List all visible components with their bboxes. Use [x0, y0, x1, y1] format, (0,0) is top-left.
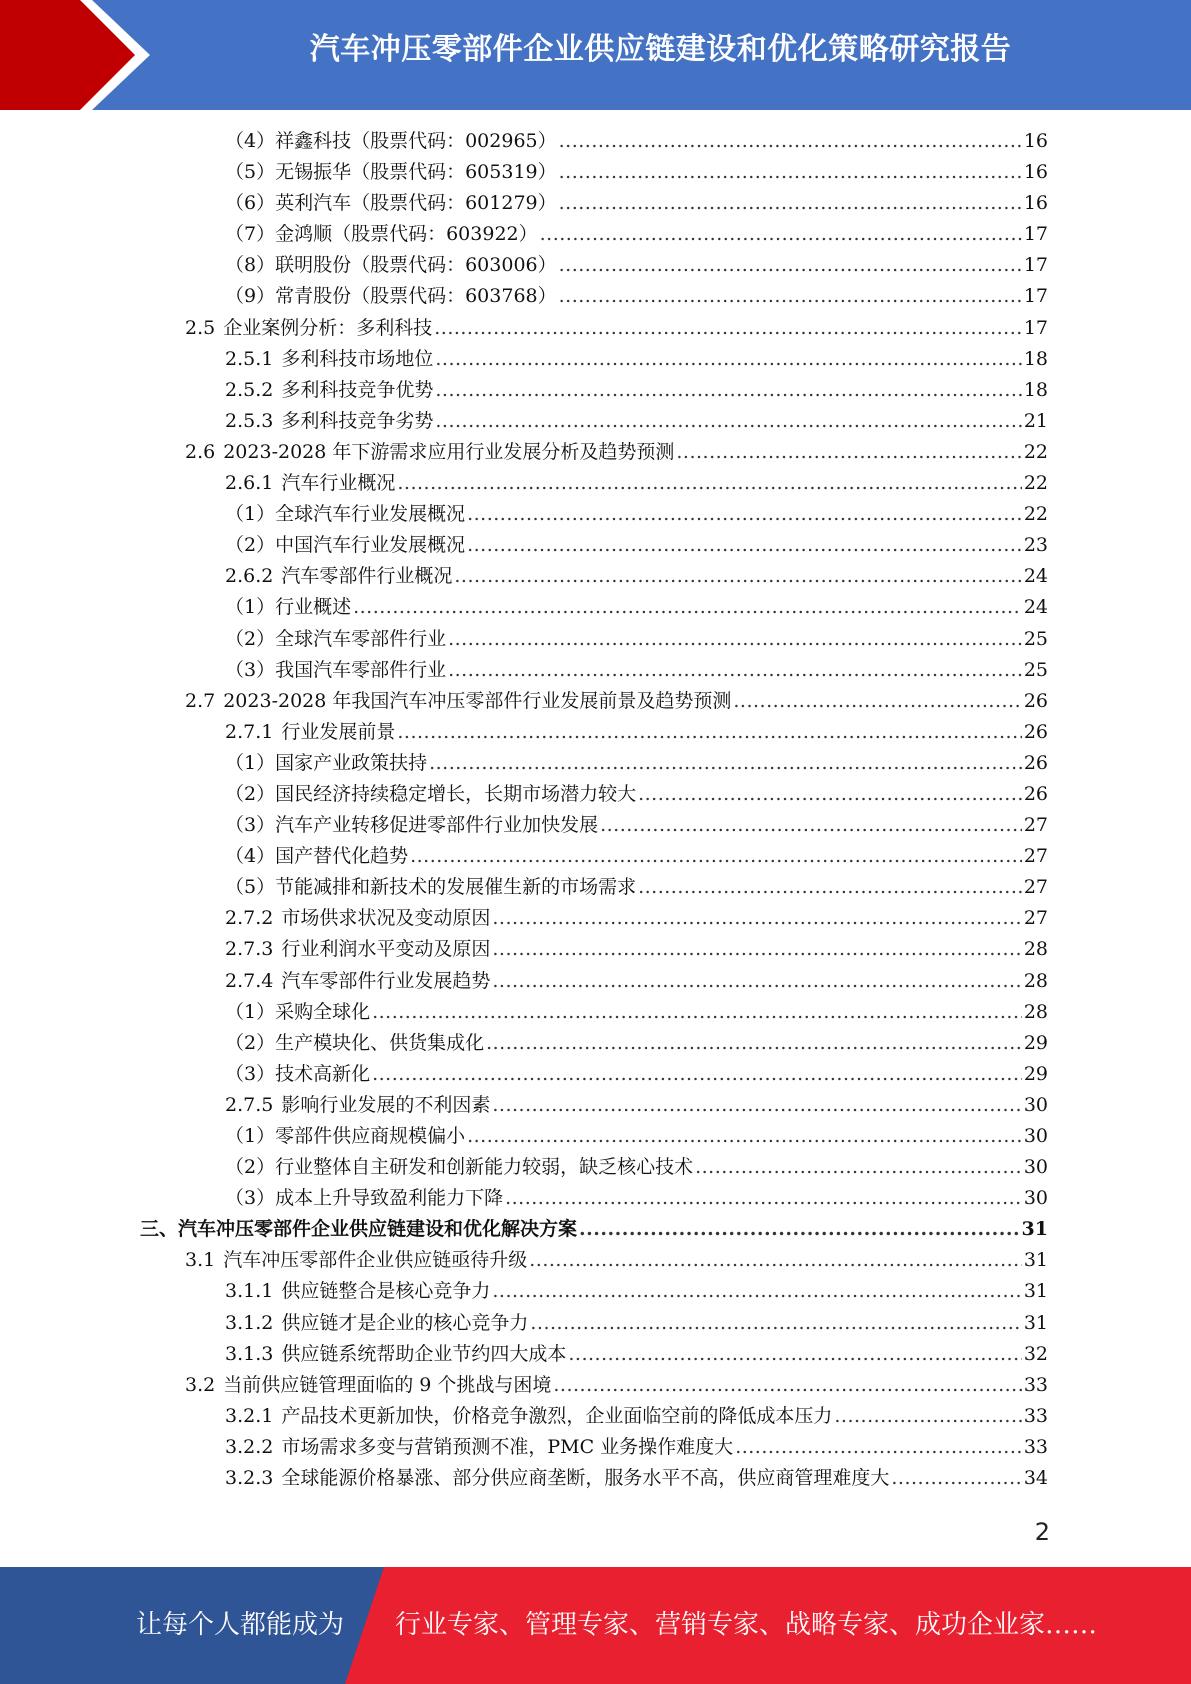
toc-entry-page: 16: [1023, 130, 1048, 152]
toc-entry-title: 多利科技市场地位: [281, 347, 434, 370]
toc-entry-label: [225, 717, 395, 744]
toc-entry-title: 汽车冲压零部件企业供应链亟待升级: [223, 1249, 528, 1272]
toc-entry-title: （2）中国汽车行业发展概况: [225, 534, 466, 557]
toc-entry-page: 26: [1023, 751, 1048, 774]
toc-leader-dots: [454, 565, 1021, 587]
toc-entry-title: （2）生产模块化、供货集成化: [225, 1031, 485, 1054]
toc-entry-label: [140, 1214, 577, 1241]
toc-entry[interactable]: [140, 1308, 1048, 1339]
toc-entry[interactable]: [140, 530, 1048, 561]
toc-entry-number: 3.2.2: [225, 1435, 274, 1458]
toc-leader-dots: [435, 379, 1021, 401]
toc-entry-title: 2023-2028 年下游需求应用行业发展分析及趋势预测: [223, 440, 675, 463]
toc-entry-page: 29: [1023, 1031, 1048, 1054]
toc-entry-page: 28: [1023, 1000, 1048, 1023]
toc-entry-number: 2.7.4: [225, 969, 274, 992]
toc-entry-number: 2.5.2: [225, 378, 274, 401]
toc-entry[interactable]: [140, 592, 1048, 623]
toc-entry[interactable]: [140, 841, 1048, 872]
toc-entry-page: 22: [1023, 503, 1048, 526]
toc-entry-page: 16: [1023, 192, 1048, 215]
toc-entry-label: [225, 281, 557, 308]
toc-entry-page: 17: [1023, 316, 1048, 339]
toc-entry-number: 2.6.1: [225, 472, 274, 495]
toc-entry[interactable]: [140, 1245, 1048, 1276]
toc-entry-number: 2.7: [185, 689, 216, 712]
toc-entry-label: [225, 1028, 484, 1055]
toc-leader-dots: [559, 161, 1022, 183]
toc-entry-label: [225, 344, 433, 371]
toc-leader-dots: [492, 907, 1021, 929]
footer-slogan-right: 行业专家、管理专家、营销专家、战略专家、成功企业家……: [395, 1610, 1098, 1640]
toc-entry-number: 3.1.1: [225, 1280, 274, 1303]
toc-leader-dots: [486, 1032, 1022, 1054]
toc-entry-page: 27: [1023, 876, 1048, 899]
toc-entry-page: 18: [1023, 378, 1048, 401]
toc-entry-title: （1）采购全球化: [225, 1000, 371, 1023]
toc-entry-label: [225, 1090, 490, 1117]
toc-entry-title: （3）我国汽车零部件行业: [225, 658, 447, 681]
toc-entry-page: 27: [1023, 814, 1048, 837]
toc-entry-label: [225, 1059, 370, 1086]
toc-entry-title: 产品技术更新加快，价格竞争激烈，企业面临空前的降低成本压力: [281, 1404, 833, 1427]
toc-entry-label: [225, 157, 557, 184]
toc-entry-page: 23: [1023, 534, 1048, 557]
toc-leader-dots: [559, 285, 1022, 307]
toc-entry[interactable]: [140, 1028, 1048, 1059]
toc-entry-page: 30: [1023, 1125, 1048, 1147]
toc-entry[interactable]: [140, 406, 1048, 437]
toc-leader-dots: [834, 1405, 1021, 1427]
toc-entry-number: 3.2.3: [225, 1467, 274, 1490]
toc-entry-title: （3）汽车产业转移促进零部件行业加快发展: [225, 814, 599, 837]
toc-entry-page: 17: [1023, 223, 1048, 246]
toc-entry-page: 33: [1023, 1435, 1048, 1458]
toc-entry[interactable]: [140, 779, 1048, 810]
toc-entry-label: [225, 406, 433, 433]
toc-entry[interactable]: [140, 810, 1048, 841]
toc-entry[interactable]: [140, 966, 1048, 997]
toc-entry-label: [225, 1463, 889, 1490]
toc-entry[interactable]: [140, 655, 1048, 686]
toc-entry[interactable]: [140, 126, 1048, 157]
toc-entry-page: 24: [1023, 596, 1048, 619]
toc-entry-title: （7）金鸿顺（股票代码：603922）: [225, 223, 538, 246]
toc-entry-title: （9）常青股份（股票代码：603768）: [225, 285, 557, 308]
toc-entry-page: 30: [1023, 1187, 1048, 1210]
toc-entry-title: （2）全球汽车零部件行业: [225, 627, 447, 650]
toc-entry-label: [225, 966, 490, 993]
toc-entry-page: 31: [1023, 1280, 1048, 1303]
toc-leader-dots: [448, 628, 1022, 650]
toc-entry-title: 行业利润水平变动及原因: [281, 938, 491, 961]
toc-entry-title: （2）国民经济持续稳定增长，长期市场潜力较大: [225, 782, 637, 805]
page-number: 2: [1034, 1518, 1050, 1546]
toc-leader-dots: [568, 1343, 1021, 1365]
toc-entry[interactable]: [140, 375, 1048, 406]
toc-entry[interactable]: [140, 561, 1048, 592]
toc-entry-title: （1）零部件供应商规模偏小: [225, 1125, 466, 1147]
toc-leader-dots: [579, 1218, 1020, 1240]
toc-entry[interactable]: [140, 1059, 1048, 1090]
toc-entry[interactable]: [140, 997, 1048, 1028]
footer-slogan-left: 让每个人都能成为: [135, 1610, 344, 1640]
toc-leader-dots: [530, 1312, 1021, 1334]
toc-entry-title: 三、汽车冲压零部件企业供应链建设和优化解决方案: [140, 1218, 578, 1241]
toc-entry-label: [225, 779, 636, 806]
toc-entry-label: [225, 1152, 693, 1179]
toc-entry-title: （6）英利汽车（股票代码：601279）: [225, 192, 557, 215]
toc-entry[interactable]: [140, 872, 1048, 903]
report-title: 汽车冲压零部件企业供应链建设和优化策略研究报告: [309, 32, 1012, 67]
toc-entry-page: 28: [1023, 969, 1048, 992]
toc-leader-dots: [600, 814, 1022, 836]
toc-entry-page: 34: [1023, 1467, 1048, 1490]
toc-entry-label: [225, 748, 427, 775]
toc-entry-page: 33: [1023, 1373, 1048, 1396]
toc-entry-page: 22: [1023, 472, 1048, 495]
page-header: [0, 0, 1191, 110]
toc-leader-dots: [492, 938, 1021, 960]
toc-entry-number: 2.5.1: [225, 347, 274, 370]
toc-leader-dots: [397, 472, 1021, 494]
toc-entry-label: [225, 219, 538, 246]
toc-entry-label: [225, 499, 465, 526]
toc-entry-label: [225, 126, 557, 153]
toc-entry-number: 3.1: [185, 1249, 216, 1272]
toc-entry-title: 汽车零部件行业发展趋势: [281, 969, 491, 992]
toc-entry-page: 18: [1023, 347, 1048, 370]
toc-leader-dots: [397, 721, 1021, 743]
toc-entry-title: （4）国产替代化趋势: [225, 845, 409, 868]
header-chevron-decoration: [0, 0, 150, 110]
toc-entry-page: 26: [1023, 720, 1048, 743]
toc-entry[interactable]: [140, 1432, 1048, 1463]
toc-entry-number: 2.5.3: [225, 409, 274, 432]
toc-entry-title: （1）国家产业政策扶持: [225, 751, 428, 774]
toc-entry-page: 22: [1023, 440, 1048, 463]
toc-entry[interactable]: [140, 1214, 1048, 1245]
toc-entry-page: 17: [1023, 285, 1048, 308]
toc-entry-page: 27: [1023, 845, 1048, 868]
toc-entry[interactable]: [140, 499, 1048, 530]
toc-entry[interactable]: [140, 686, 1048, 717]
toc-entry-label: [225, 1401, 832, 1428]
toc-leader-dots: [676, 441, 1021, 463]
page-footer: [0, 1567, 1191, 1684]
toc-entry-page: 30: [1023, 1093, 1048, 1116]
toc-entry-label: [225, 1183, 503, 1210]
toc-entry-number: 2.7.1: [225, 720, 274, 743]
toc-entry-label: [185, 1245, 527, 1272]
toc-entry-page: 21: [1023, 409, 1048, 432]
toc-entry-page: 30: [1023, 1156, 1048, 1179]
toc-entry-title: 企业案例分析：多利科技: [223, 316, 433, 339]
toc-entry-label: [185, 437, 674, 464]
toc-leader-dots: [505, 1187, 1022, 1209]
toc-entry-title: （8）联明股份（股票代码：603006）: [225, 254, 557, 277]
toc-entry-label: [225, 1339, 566, 1366]
toc-entry-page: 16: [1023, 161, 1048, 184]
toc-leader-dots: [529, 1249, 1022, 1271]
toc-entry-title: 影响行业发展的不利因素: [281, 1093, 491, 1116]
toc-entry[interactable]: [140, 1276, 1048, 1307]
toc-entry[interactable]: [140, 281, 1048, 312]
toc-entry-title: 全球能源价格暴涨、部分供应商垄断，服务水平不高，供应商管理难度大: [281, 1467, 890, 1490]
toc-entry-number: 2.6: [185, 440, 216, 463]
toc-entry[interactable]: [140, 250, 1048, 281]
toc-entry-number: 2.6.2: [225, 565, 274, 588]
toc-entry-label: [225, 810, 598, 837]
toc-leader-dots: [492, 970, 1021, 992]
toc-entry[interactable]: [140, 748, 1048, 779]
toc-entry-title: （4）祥鑫科技（股票代码：002965）: [225, 130, 557, 152]
toc-entry-label: [225, 375, 433, 402]
toc-leader-dots: [435, 410, 1021, 432]
toc-entry-label: [225, 655, 446, 682]
toc-entry-title: 供应链系统帮助企业节约四大成本: [281, 1342, 567, 1365]
toc-entry-page: 31: [1023, 1249, 1048, 1272]
toc-entry[interactable]: [140, 717, 1048, 748]
toc-entry-page: 28: [1023, 938, 1048, 961]
toc-entry-label: [185, 313, 432, 340]
toc-entry-label: [225, 592, 351, 619]
toc-entry-page: 24: [1023, 565, 1048, 588]
toc-entry-label: [225, 903, 490, 930]
toc-entry[interactable]: [140, 934, 1048, 965]
toc-entry-number: 2.5: [185, 316, 216, 339]
toc-leader-dots: [559, 192, 1022, 214]
toc-entry-label: [225, 1276, 490, 1303]
toc-entry[interactable]: [140, 188, 1048, 219]
toc-entry-label: [185, 686, 731, 713]
toc-entry-page: 31: [1023, 1311, 1048, 1334]
toc-leader-dots: [434, 317, 1022, 339]
toc-leader-dots: [372, 1001, 1022, 1023]
toc-entry-number: 3.1.3: [225, 1342, 274, 1365]
toc-entry-number: 2.7.5: [225, 1093, 274, 1116]
toc-entry-label: [225, 1432, 733, 1459]
toc-leader-dots: [638, 783, 1022, 805]
toc-entry-title: 供应链整合是核心竞争力: [281, 1280, 491, 1303]
toc-leader-dots: [429, 752, 1022, 774]
toc-entry-label: [225, 997, 370, 1024]
toc-entry-page: 26: [1023, 689, 1048, 712]
toc-entry-title: （1）全球汽车行业发展概况: [225, 503, 466, 526]
toc-entry-label: [225, 624, 446, 651]
toc-leader-dots: [891, 1467, 1021, 1489]
table-of-contents: [140, 126, 1048, 1494]
toc-entry-label: [225, 1308, 528, 1335]
toc-entry[interactable]: [140, 903, 1048, 934]
toc-entry-page: 32: [1023, 1342, 1048, 1365]
toc-entry-title: 多利科技竞争优势: [281, 378, 434, 401]
toc-leader-dots: [733, 690, 1021, 712]
toc-entry-label: [225, 530, 465, 557]
toc-entry-page: 27: [1023, 907, 1048, 930]
toc-entry-page: 26: [1023, 782, 1048, 805]
toc-leader-dots: [559, 130, 1022, 152]
toc-entry[interactable]: [140, 437, 1048, 468]
toc-entry-page: 25: [1023, 627, 1048, 650]
toc-entry[interactable]: [140, 219, 1048, 250]
toc-leader-dots: [435, 348, 1021, 370]
toc-entry-label: [225, 1121, 465, 1148]
toc-entry-title: 当前供应链管理面临的 9 个挑战与困境: [223, 1373, 552, 1396]
toc-entry-label: [225, 872, 636, 899]
toc-leader-dots: [735, 1436, 1022, 1458]
toc-entry[interactable]: [140, 1090, 1048, 1121]
toc-entry-label: [225, 561, 452, 588]
toc-entry[interactable]: [140, 1370, 1048, 1401]
toc-leader-dots: [492, 1094, 1021, 1116]
toc-entry-page: 25: [1023, 658, 1048, 681]
toc-leader-dots: [410, 845, 1022, 867]
toc-entry[interactable]: [140, 624, 1048, 655]
toc-entry[interactable]: [140, 1183, 1048, 1214]
toc-entry-title: （5）无锡振华（股票代码：605319）: [225, 161, 557, 184]
toc-entry-label: [185, 1370, 551, 1397]
toc-leader-dots: [467, 1125, 1022, 1147]
toc-entry-title: 市场需求多变与营销预测不准，PMC 业务操作难度大: [281, 1435, 734, 1458]
toc-entry-number: 3.2.1: [225, 1404, 274, 1427]
toc-entry-number: 2.7.3: [225, 938, 274, 961]
toc-entry[interactable]: [140, 313, 1048, 344]
toc-entry-page: 33: [1023, 1404, 1048, 1427]
toc-entry[interactable]: [140, 1339, 1048, 1370]
toc-entry-title: 多利科技竞争劣势: [281, 409, 434, 432]
toc-entry-title: 行业发展前景: [281, 720, 396, 743]
toc-leader-dots: [467, 503, 1022, 525]
toc-leader-dots: [553, 1374, 1021, 1396]
toc-entry-title: （3）成本上升导致盈利能力下降: [225, 1187, 504, 1210]
toc-entry-page: 31: [1021, 1218, 1048, 1241]
toc-entry-label: [225, 934, 490, 961]
toc-entry-title: （5）节能减排和新技术的发展催生新的市场需求: [225, 876, 637, 899]
toc-entry-number: 2.7.2: [225, 907, 274, 930]
toc-entry-title: 汽车零部件行业概况: [281, 565, 453, 588]
toc-leader-dots: [492, 1280, 1021, 1302]
toc-entry-page: 29: [1023, 1062, 1048, 1085]
toc-leader-dots: [448, 659, 1022, 681]
toc-entry-label: [225, 188, 557, 215]
toc-entry-title: 供应链才是企业的核心竞争力: [281, 1311, 529, 1334]
toc-entry-title: （1）行业概述: [225, 596, 352, 619]
toc-leader-dots: [353, 596, 1022, 618]
toc-entry[interactable]: [140, 468, 1048, 499]
toc-entry-title: （3）技术高新化: [225, 1062, 371, 1085]
toc-entry-page: 17: [1023, 254, 1048, 277]
toc-leader-dots: [467, 534, 1022, 556]
toc-entry-title: 2023-2028 年我国汽车冲压零部件行业发展前景及趋势预测: [223, 689, 732, 712]
toc-entry[interactable]: [140, 1152, 1048, 1183]
toc-entry[interactable]: [140, 344, 1048, 375]
toc-entry-title: 汽车行业概况: [281, 472, 396, 495]
toc-entry-title: 市场供求状况及变动原因: [281, 907, 491, 930]
toc-entry-label: [225, 250, 557, 277]
toc-entry[interactable]: [140, 1463, 1048, 1494]
toc-entry[interactable]: [140, 1401, 1048, 1432]
toc-entry[interactable]: [140, 157, 1048, 188]
toc-entry-number: 3.2: [185, 1373, 216, 1396]
toc-leader-dots: [372, 1063, 1022, 1085]
toc-entry[interactable]: [140, 1121, 1048, 1152]
toc-leader-dots: [638, 876, 1022, 898]
toc-entry-label: [225, 841, 408, 868]
toc-leader-dots: [540, 223, 1022, 245]
toc-leader-dots: [559, 254, 1022, 276]
toc-entry-label: [225, 468, 395, 495]
toc-entry-number: 3.1.2: [225, 1311, 274, 1334]
toc-leader-dots: [695, 1156, 1022, 1178]
toc-entry-title: （2）行业整体自主研发和创新能力较弱，缺乏核心技术: [225, 1156, 694, 1179]
